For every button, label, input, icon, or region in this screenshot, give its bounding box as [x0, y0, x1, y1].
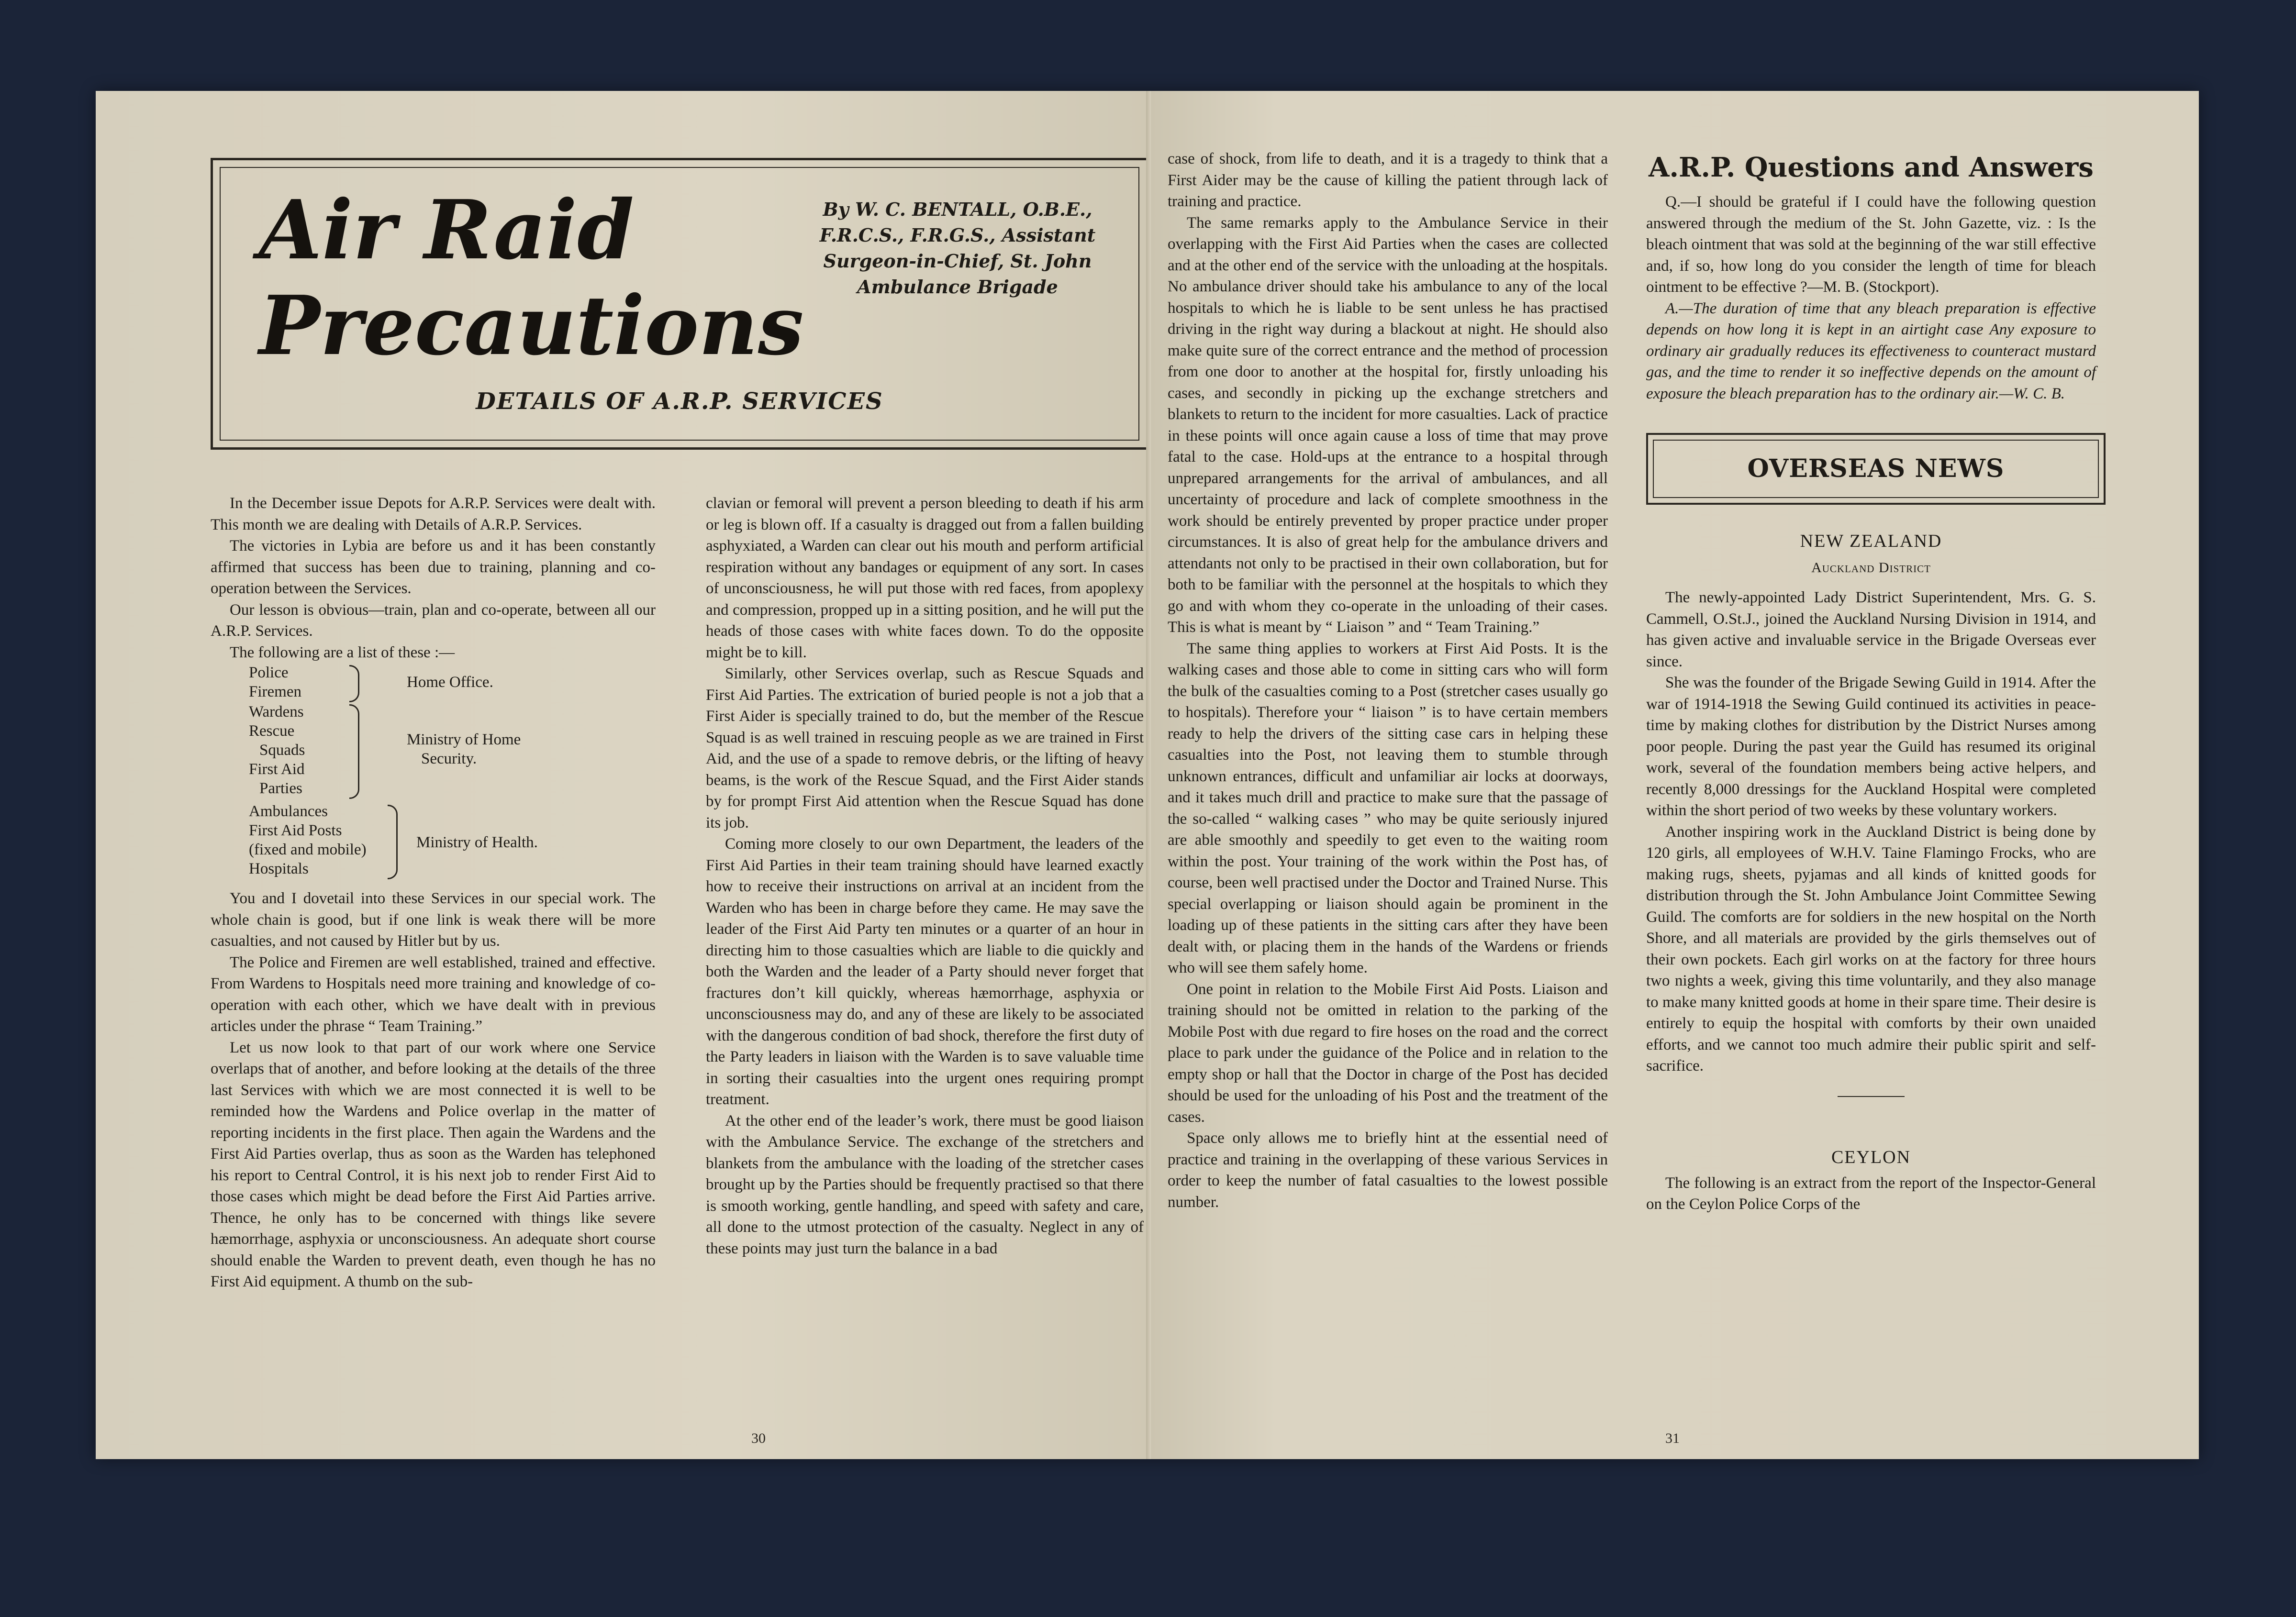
title-line-2: Precautions [259, 278, 804, 374]
paragraph: In the December issue Depots for A.R.P. Services were dealt with. This month we are dealing with Details of A.R.P. Services. [211, 495, 656, 533]
left-page [96, 91, 1151, 1459]
section-divider [1838, 1096, 1905, 1097]
service-item: Ambulances [249, 803, 328, 820]
service-department: Ministry of Health. [416, 834, 538, 851]
service-department [407, 730, 521, 768]
service-item: First Aid [249, 761, 305, 778]
paragraph: The newly-appointed Lady District Superintendent, Mrs. G. S. Cammell, O.St.J., joined the Auckland Nursing Division in 1914, and has given active and invaluable service in the Brigade Overseas ever since. [1646, 589, 2096, 670]
brace-shape [388, 805, 398, 879]
service-item: (fixed and mobile) [249, 841, 367, 858]
page-number-left: 30 [751, 1430, 766, 1446]
article-subtitle: DETAILS OF A.R.P. SERVICES [476, 388, 883, 415]
paragraph: case of shock, from life to death, and it is a tragedy to think that a First Aider may be the cause of killing the patient through lack of training and practice. [1168, 150, 1608, 210]
title-box-inner-border [220, 167, 1139, 441]
article-column-2 [706, 493, 1144, 1259]
paragraph: At the other end of the leader’s work, there must be good liaison with the Ambulance Service. The exchange of the stretchers and blankets from the ambulance with the loading of the stretcher cases brought up by the Parties should be frequently practised so that there is smooth working, gentle handling, and speed with safety and care, all done to the utmost protection of the casualty. Neglect in any of these points may just turn the balance in a bad [706, 1112, 1144, 1257]
qa-answer: A.—The duration of time that any bleach preparation is effective depends on how long it is kept in an airtight case Any exposure to ordinary air gradually reduces its effectiveness to counteract mustard gas, and the time to render it so ineffective depends on the amount of exposure the bleach preparation has to the ordinary air.—W. C. B. [1646, 299, 2096, 402]
services-list [230, 663, 656, 929]
paragraph: The following is an extract from the report of the Inspector-General on the Ceylon Police Corps of the [1646, 1174, 2096, 1213]
service-item: First Aid Posts [249, 822, 342, 839]
paragraph: Space only allows me to briefly hint at the essential need of practice and training in the overlapping of these various Services in order to keep the number of fatal casualties to the lowest possible number. [1168, 1130, 1608, 1211]
paragraph: One point in relation to the Mobile First Aid Posts. Liaison and training should not be omitted in relation to the parking of the Mobile Post with due regard to fire hoses on the road and the correct place to park under the guidance of the Police and in relation to the empty shop or hall that the Doctor in charge of the Post has decided should be used for the unloading of his Post and the treatment of the cases. [1168, 980, 1608, 1126]
paragraph: The same remarks apply to the Ambulance Service in their overlapping with the First Aid Parties when the cases are collected and at the other end of the service with the unloading at the hospitals. No ambulance driver should take his ambulance to any of the local hospitals to which he is liable to be sent unless he has practised driving in the right way during a blackout at night. He should also make quite sure of the correct entrance and the method of procession from one door to another at the hospital for, firstly unloading his cases, and secondly in picking up the exchange stretchers and blankets to return to the incident for more casualties. Lack of practice in these points will once again cause a loss of time that may prove fatal to the case. Hold-ups at the entrance to a hospital through unprepared arrangements for the arrival of ambulances, and all uncertainty of procedure and lack of complete smoothness in the work should be entirely prevented by proper practice under proper circumstances. It is also of great help for the ambulance drivers and attendants not only to be practised in their own collaboration, but for both to be familiar with the personnel at the hospitals to which they go and with whom they co-operate in the unloading of their cases. This is what is meant by “ Liaison ” and “ Team Training.” [1168, 214, 1608, 636]
paragraph: The Police and Firemen are well established, trained and effective. From Wardens to Hospitals need more training and knowledge of co-operation with each other, which we have dealt with in previous articles under the phrase “ Team Training.” [211, 953, 656, 1035]
paragraph: You and I dovetail into these Services in our special work. The whole chain is good, but if one link is weak there will be more casualties, and not caused by Hitler but by us. [211, 890, 656, 950]
brace-shape [349, 704, 359, 799]
article-title-box [211, 158, 1148, 450]
services-group-home-security [249, 702, 305, 798]
article-byline: By W. C. BENTALL, O.B.E., F.R.C.S., F.R.G.S., Assistant Surgeon-in-Chief, St. John Ambulance Brigade [819, 199, 1096, 298]
service-item: Rescue [249, 722, 295, 740]
magazine-spread [96, 91, 2199, 1459]
services-items [249, 802, 367, 878]
service-department: Home Office. [407, 674, 493, 691]
right-column [1646, 148, 2096, 1215]
paragraph: Let us now look to that part of our work where one Service overlaps that of another, and before looking at the details of the three last Services with which we are most connected it is well to be reminded how the Wardens and Police overlap in the matter of reporting incidents in the first place. Then again the Wardens and the First Aid Parties overlap, thus as soon as the Warden has telephoned his report to Central Control, it is his next job to render First Aid to those cases which might be dead before the First Aid Parties arrive. Thence, he only has to be concerned with things like severe hæmorrhage, asphyxia or unconsciousness. An adequate short course should enable the Warden to prevent death, even though he has no First Aid equipment. A thumb on the sub- [211, 1039, 656, 1290]
services-group-home-office [249, 663, 301, 701]
qa-question: Q.—I should be grateful if I could have the following question answered through the medium of the St. John Gazette, viz. : Is the bleach ointment that was sold at the beginning of the war still effective and, if so, how long do you consider the length of time for bleach ointment to be effective ?—M. B. (Stockport). [1646, 193, 2096, 296]
region-heading-new-zealand: NEW ZEALAND [1800, 531, 1942, 551]
paragraph: The victories in Lybia are before us and it has been constantly affirmed that success has been due to training, planning and co-operation between the Services. [211, 537, 656, 597]
services-items [249, 702, 305, 798]
service-item: Parties [259, 780, 302, 797]
service-item: Police [249, 664, 289, 681]
paragraph: clavian or femoral will prevent a person bleeding to death if his arm or leg is blown off. If a casualty is dragged out from a fallen building asphyxiated, a Warden can clear out his mouth and perform artificial respiration without any bandages or equipment of any sort. In cases of unconsciousness, he will put those with red faces, from apoplexy and compression, propped up in a sitting position, and he will put the heads of those cases with white faces down. To do the opposite might be to kill. [706, 495, 1144, 661]
overseas-news-box-inner [1653, 440, 2099, 498]
paragraph: The same thing applies to workers at First Aid Posts. It is the walking cases and those able to come in sitting cars who will form the bulk of the casualties coming to a Post (stretcher cases usually go to hospitals). Therefore your “ liaison ” is to have certain members ready to help the drivers of the sitting case cars in helping these casualties into the Post, not leaving them to stumble through unknown entrances, difficult and unfamiliar air locks at doorways, and it takes much drill and practice to make sure that the passage of the so-called “ walking cases ” who may be quite seriously injured are able smoothly and speedily to get even to the waiting room within the post. Your training of the work within the Post has, of course, been well practised under the Doctor and Trained Nurse. This special overlapping or liaison should again be prominent in the loading up of these patients in the sitting cars after they have been dealt with, or placing them in the hands of the Wardens or friends who will see them safely home. [1168, 640, 1608, 976]
paragraph: Another inspiring work in the Auckland District is being done by 120 girls, all employees of W.H.V. Taine Flamingo Frocks, who are making rugs, sheets, pyjamas and all kinds of knitted goods for distribution through the St. John Ambulance Joint Committee Sewing Guild. The comforts are for soldiers in the new hospital on the North Shore, and all materials are provided by the girls themselves out of their own pockets. Each girl works on at the factory for three hours two nights a week, giving this time voluntarily, and they also manage to make many knitted goods at home in their spare time. Their desire is entirely to equip the hospital with comforts by their own unaided efforts, and we cannot too much admire their public spirit and self-sacrifice. [1646, 823, 2096, 1074]
paragraph: Our lesson is obvious—train, plan and co-operate, between all our A.R.P. Services. [211, 601, 656, 640]
service-item: Hospitals [249, 860, 309, 877]
department-line: Ministry of Home [407, 731, 521, 748]
services-group-health [249, 802, 367, 878]
department-line: Security. [421, 750, 477, 767]
paragraph: She was the founder of the Brigade Sewing Guild in 1914. After the war of 1914-1918 the Sewing Guild continued its activities in peace-time by making clothes for distribution by the District Nurses among poor people. During the past year the Guild has resumed its original work, several of the foundation members being active helpers, and recently 8,000 dressings for the Auckland Hospital were completed within the short period of two weeks by these voluntary workers. [1646, 674, 2096, 819]
service-item: Squads [259, 742, 305, 759]
service-item: Wardens [249, 703, 304, 720]
region-heading-ceylon: CEYLON [1831, 1147, 1911, 1167]
paragraph: The following are a list of these :— [230, 643, 455, 661]
title-line-1: Air Raid [259, 182, 635, 278]
service-item: Firemen [249, 683, 301, 700]
brace-shape [349, 665, 359, 702]
services-items [249, 663, 301, 701]
article-column-1 [211, 493, 656, 1293]
article-column-3 [1168, 148, 1608, 1213]
paragraph: Coming more closely to our own Department, the leaders of the First Aid Parties in their team training should have learned exactly how to receive their instructions on arrival at an incident from the Warden who has been in charge before they came. He may save the leader of the First Aid Party ten minutes or a quarter of an hour in directing him to those casualties which are liable to die quickly and both the Warden and the leader of a Party should never forget that fractures don’t kill quickly, whereas hæmorrhage, asphyxia or unconsciousness may do, and any of these are likely to be associated with the dangerous condition of bad shock, therefore the first duty of the Party leaders in liaison with the Warden is to save valuable time in sorting their casualties into the urgent ones requiring prompt treatment. [706, 835, 1144, 1108]
qa-title: A.R.P. Questions and Answers [1649, 152, 2094, 183]
overseas-news-box [1646, 433, 2106, 505]
overseas-news-title: OVERSEAS NEWS [1747, 454, 2005, 483]
district-heading-auckland: Auckland District [1811, 560, 1931, 576]
article-title [259, 182, 804, 374]
paragraph: Similarly, other Services overlap, such as Rescue Squads and First Aid Parties. The extrication of buried people is not a job that a First Aider is specially trained to do, but the member of the Rescue Squad is as well trained in rescuing people as we are trained in First Aid, and the use of a spade to remove debris, or the lifting of heavy beams, is the work of the Rescue Squad, and the First Aider stands by for prompt First Aid attention when the Rescue Squad has done its job. [706, 665, 1144, 831]
page-number-right: 31 [1665, 1430, 1680, 1446]
